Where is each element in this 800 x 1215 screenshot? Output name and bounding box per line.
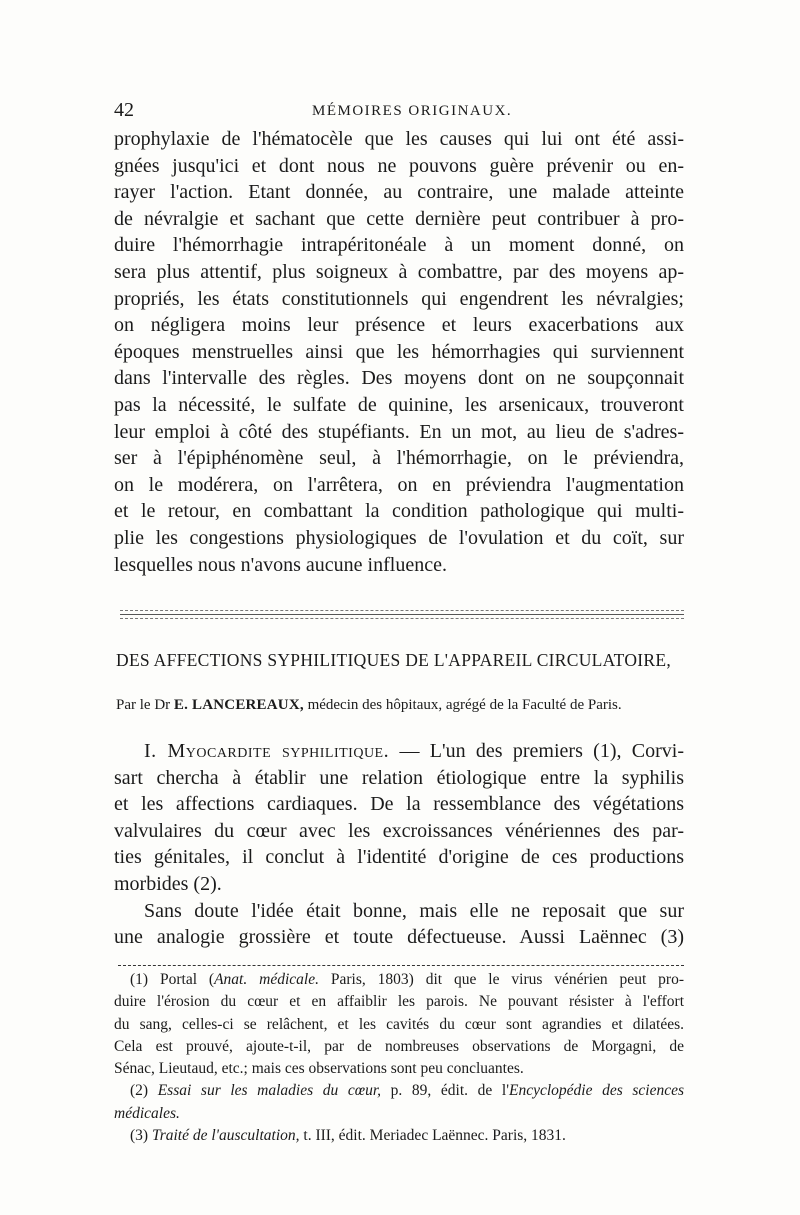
footnote-line	[114, 969, 684, 991]
italic-fragment: Anat. médicale.	[214, 971, 319, 988]
text-line: sera plus attentif, plus soigneux à combattre, par des moyens ap-	[114, 260, 684, 283]
footnote-line: duire l'érosion du cœur et en affaiblir les parois. Ne pouvant résister à l'effort	[114, 993, 684, 1011]
text-line: ser à l'épiphénomène seul, à l'hémorrhagie, on le préviendra,	[114, 447, 684, 470]
article-title: DES AFFECTIONS SYPHILITIQUES DE L'APPAREIL CIRCULATOIRE,	[116, 650, 672, 670]
text-line: une analogie grossière et toute défectueuse. Aussi Laënnec (3)	[114, 926, 684, 949]
italic-fragment: Encyclopédie des sciences	[508, 1082, 684, 1100]
text-line: et les affections cardiaques. De la ressemblance des végétations	[114, 793, 684, 816]
text-line: dans l'intervalle des règles. Des moyens dont on ne soupçonnait	[114, 367, 684, 390]
text-fragment: t. III, édit. Meriadec Laënnec. Paris, 1831.	[299, 1127, 566, 1145]
text-fragment: (1) Portal (	[130, 971, 215, 988]
separator-rule	[120, 618, 684, 619]
footnote-line: du sang, celles-ci se relâchent, et les cavités du cœur sont agrandies et dilatées.	[114, 1015, 684, 1033]
footnote-line	[114, 1125, 684, 1147]
text-line: valvulaires du cœur avec les excroissances vénériennes des par-	[114, 819, 684, 842]
text-line: de névralgie et sachant que cette dernière peut contribuer à pro-	[114, 207, 684, 230]
section-separator	[120, 610, 684, 622]
footnote-line: Cela est prouvé, ajoute-t-il, par de nombreuses observations de Morgagni, de	[114, 1037, 684, 1055]
text-fragment: (3)	[130, 1127, 152, 1145]
text-line: et le retour, en combattant la condition pathologique qui multi-	[114, 500, 684, 523]
text-line: gnées jusqu'ici et dont nous ne pouvons guère prévenir ou en-	[114, 154, 684, 177]
text-line: leur emploi à côté des stupéfiants. En un mot, au lieu de s'adres-	[114, 420, 684, 443]
author-line	[116, 697, 686, 714]
italic-fragment: Traité de l'auscultation,	[151, 1127, 300, 1145]
footnotes	[114, 969, 684, 1147]
text-line: propriés, les états constitutionnels qui engendrent les névralgies;	[114, 287, 684, 310]
separator-rule	[120, 610, 684, 611]
author-affiliation: médecin des hôpitaux, agrégé de la Faculté de Paris.	[307, 697, 622, 713]
text-line: Sans doute l'idée était bonne, mais elle ne reposait que sur	[144, 899, 684, 922]
text-fragment: Paris, 1803) dit que le virus vénérien peut pro-	[318, 971, 684, 988]
text-line: sart chercha à établir une relation étiologique entre la syphilis	[114, 766, 684, 789]
author-prefix: Par le Dr	[116, 697, 171, 713]
text-fragment: (2)	[130, 1082, 158, 1100]
text-line: duire l'hémorrhagie intrapéritonéale à un moment donné, on	[114, 234, 684, 257]
running-head	[114, 99, 684, 125]
text-line: lesquelles nous n'avons aucune influence.	[114, 553, 447, 576]
footnote-line: Sénac, Lieutaud, etc.; mais ces observations sont peu concluantes.	[114, 1060, 524, 1078]
text-line: pas la nécessité, le sulfate de quinine, les arsenicaux, trouveront	[114, 393, 684, 416]
text-line: morbides (2).	[114, 872, 222, 895]
footnote-rule	[118, 965, 684, 966]
section-heading: I. Myocardite syphilitique.	[144, 740, 390, 762]
continuation-paragraph	[114, 126, 684, 578]
article-body	[114, 738, 684, 951]
text-line: prophylaxie de l'hématocèle que les causes qui lui ont été assi-	[114, 128, 684, 150]
author-name: E. LANCEREAUX,	[173, 697, 304, 713]
page-number: 42	[114, 99, 134, 121]
text-line: on négligera moins leur présence et leurs exacerbations aux	[114, 314, 684, 337]
text-line	[114, 738, 684, 765]
footnote-line	[114, 1103, 684, 1125]
italic-fragment: médicales.	[114, 1104, 180, 1122]
text-line: plie les congestions physiologiques de l'ovulation et du coït, sur	[114, 526, 684, 549]
text-fragment: p. 89, édit. de l'	[381, 1082, 509, 1100]
separator-rule	[120, 614, 684, 615]
text-line: rayer l'action. Etant donnée, au contraire, une malade atteinte	[114, 181, 684, 204]
footnote-line	[114, 1080, 684, 1102]
text-fragment: — L'un des premiers (1), Corvi-	[399, 740, 684, 762]
text-line: on le modérera, on l'arrêtera, on en préviendra l'augmentation	[114, 473, 684, 496]
italic-fragment: Essai sur les maladies du cœur,	[157, 1082, 382, 1100]
text-line: ties génitales, il conclut à l'identité d'origine de ces productions	[114, 846, 684, 869]
running-title: MÉMOIRES ORIGINAUX.	[312, 103, 513, 119]
text-line: époques menstruelles ainsi que les hémorrhagies qui surviennent	[114, 340, 684, 363]
